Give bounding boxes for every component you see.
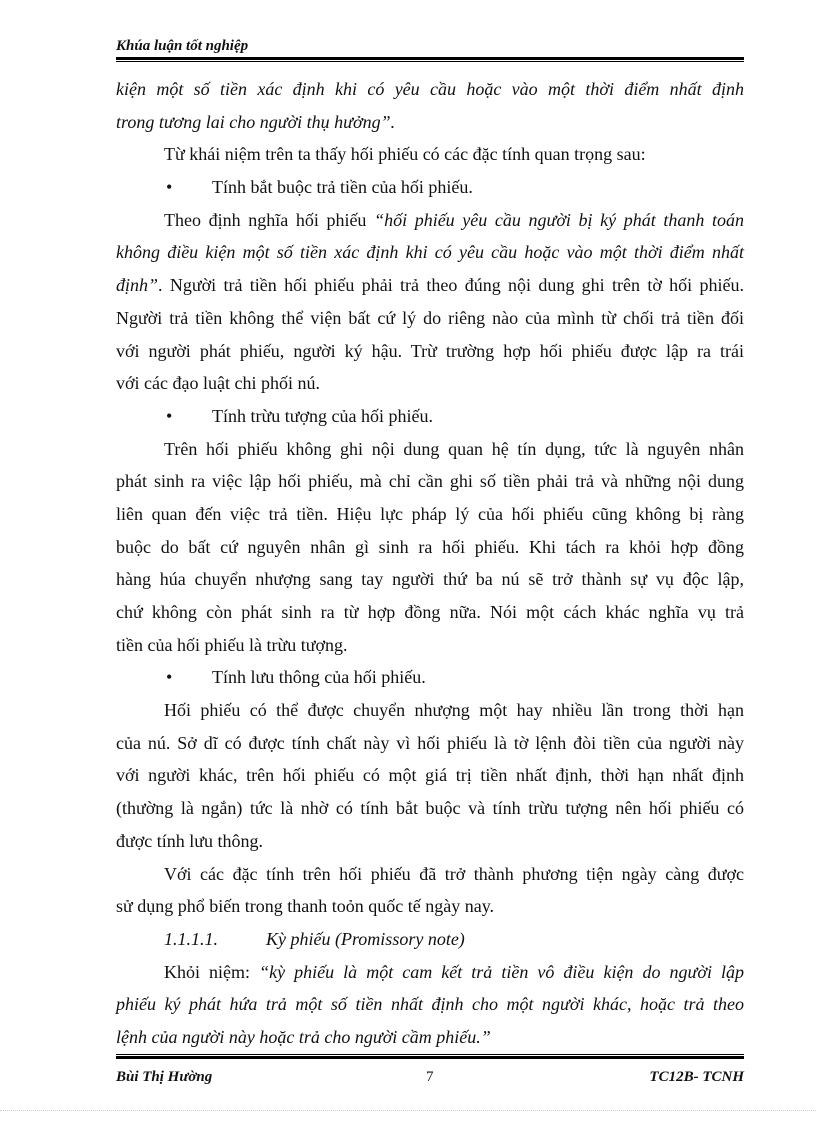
bullet-item	[116, 400, 744, 433]
text-line: lệnh của người này hoặc trả cho người cầm phiếu.”	[116, 1026, 491, 1047]
text-line: trong tương lai cho người thụ hưởng”.	[116, 111, 396, 132]
text-line: với người phát phiếu, người ký hậu. Trừ trường hợp hối phiếu được lập ra trái	[116, 340, 744, 361]
bullet-item	[116, 661, 744, 694]
footer-author: Bùi Thị Hường	[116, 1069, 213, 1085]
text-line: Khỏi niệm: “kỳ phiếu là một cam kết trả tiền vô điều kiện do người lập	[164, 961, 744, 982]
bullet-text: Tính lưu thông của hối phiếu.	[212, 667, 426, 688]
text-line: Với các đặc tính trên hối phiếu đã trở thành phương tiện ngày càng được	[164, 863, 744, 884]
section-title: Kỳ phiếu (Promissory note)	[266, 928, 465, 949]
text-line: kiện một số tiền xác định khi có yêu cầu hoặc vào một thời điểm nhất định	[116, 79, 744, 99]
footer-rule	[116, 1054, 744, 1059]
bullet-icon: •	[166, 667, 173, 688]
text-line: buộc do bất cứ nguyên nhân gì sinh ra hối phiếu. Khi tách ra khỏi hợp đồng	[116, 536, 744, 557]
text-line: Theo định nghĩa hối phiếu “hối phiếu yêu cầu người bị ký phát thanh toán	[164, 209, 744, 230]
bullet-icon: •	[166, 405, 173, 426]
section-number: 1.1.1.1.	[164, 928, 218, 949]
text-line: (thường là ngắn) tức là nhờ có tính bắt buộc và tính trừu tượng nên hối phiếu có	[116, 798, 744, 819]
text-line: Người trả tiền không thể viện bất cứ lý do riêng nào của mình từ chối trả tiền đối	[116, 307, 744, 328]
bullet-item	[116, 171, 744, 204]
section-heading	[116, 923, 744, 956]
header-rule	[116, 57, 744, 62]
bullet-icon: •	[166, 177, 173, 198]
page-footer	[116, 1054, 744, 1091]
bullet-text: Tính bắt buộc trả tiền của hối phiếu.	[212, 177, 473, 198]
page-header	[116, 37, 744, 62]
text-line: không điều kiện một số tiền xác định khi có yêu cầu hoặc vào một thời điểm nhất	[116, 242, 744, 263]
text-line: liên quan đến việc trả tiền. Hiệu lực pháp lý của hối phiếu cũng không bị ràng	[116, 503, 744, 524]
text-line: Trên hối phiếu không ghi nội dung quan hệ tín dụng, tức là nguyên nhân	[164, 438, 744, 459]
text-line: chứ không còn phát sinh ra từ hợp đồng nữa. Nói một cách khác nghĩa vụ trả	[116, 602, 744, 622]
text-line: phát sinh ra việc lập hối phiếu, mà chỉ cần ghi số tiền phải trả và những nội dung	[116, 471, 744, 492]
text-line: với các đạo luật chi phối nú.	[116, 373, 320, 394]
text-line: Hối phiếu có thể được chuyển nhượng một hay nhiều lần trong thời hạn	[164, 700, 744, 721]
bullet-text: Tính trừu tượng của hối phiếu.	[212, 405, 433, 426]
text-line: hàng húa chuyển nhượng sang tay người thứ ba nú sẽ trở thành sự vụ độc lập,	[116, 569, 744, 590]
header-title: Khúa luận tốt nghiệp	[116, 38, 249, 54]
body-text	[116, 73, 744, 1054]
text-line: được tính lưu thông.	[116, 830, 264, 851]
text-line: phiếu ký phát hứa trả một số tiền nhất định cho một người khác, hoặc trả theo	[116, 994, 744, 1015]
page-edge-divider	[0, 1110, 816, 1111]
text-line: tiền của hối phiếu là trừu tượng.	[116, 634, 348, 655]
text-line: định”. Người trả tiền hối phiếu phải trả theo đúng nội dung ghi trên tờ hối phiếu.	[116, 275, 744, 296]
text-line: với người khác, trên hối phiếu có một giá trị tiền nhất định, thời hạn nhất định	[116, 765, 744, 786]
text-line: Từ khái niệm trên ta thấy hối phiếu có các đặc tính quan trọng sau:	[164, 144, 646, 165]
text-line: của nú. Sở dĩ có được tính chất này vì hối phiếu là tờ lệnh đòi tiền của người này	[116, 732, 744, 753]
page-number: 7	[426, 1069, 434, 1085]
footer-class-code: TC12B- TCNH	[649, 1069, 744, 1085]
text-line: sử dụng phổ biến trong thanh toỏn quốc tế ngày nay.	[116, 896, 495, 917]
